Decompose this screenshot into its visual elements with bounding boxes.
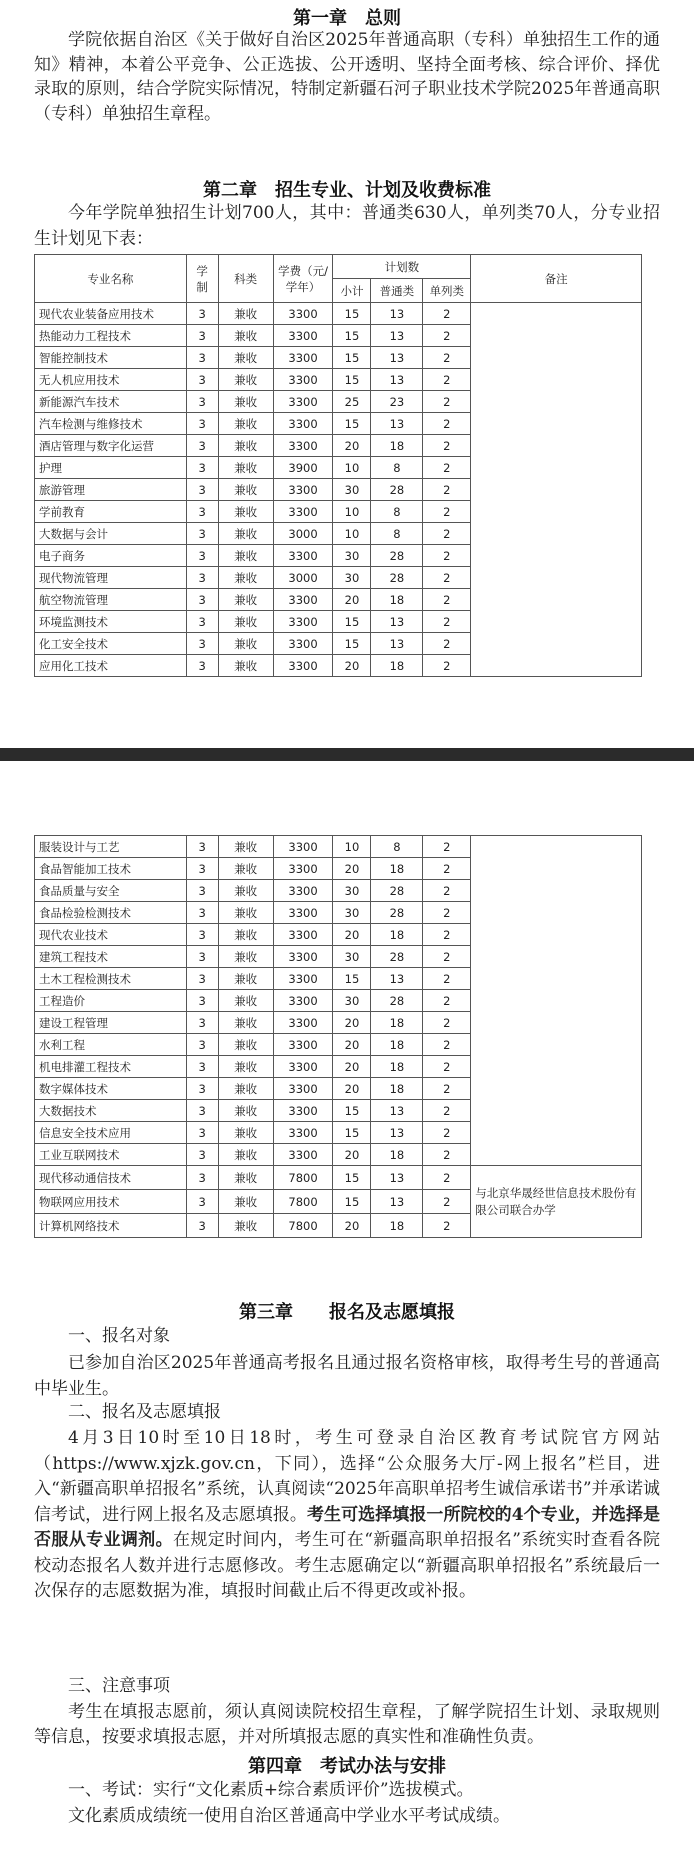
general-cell: 18 bbox=[371, 1144, 423, 1166]
category-cell: 兼收 bbox=[218, 523, 273, 545]
years-cell: 3 bbox=[186, 858, 218, 880]
separate-cell: 2 bbox=[423, 391, 471, 413]
subtotal-cell: 15 bbox=[333, 413, 371, 435]
general-cell: 23 bbox=[371, 391, 423, 413]
chapter2-title: 第二章 招生专业、计划及收费标准 bbox=[203, 180, 491, 201]
general-cell: 13 bbox=[371, 1100, 423, 1122]
subtotal-cell: 20 bbox=[333, 1078, 371, 1100]
major-name-cell: 水利工程 bbox=[35, 1034, 187, 1056]
subtotal-cell: 20 bbox=[333, 1214, 371, 1238]
years-cell: 3 bbox=[186, 990, 218, 1012]
separate-cell: 2 bbox=[423, 880, 471, 902]
major-name-cell: 土木工程检测技术 bbox=[35, 968, 187, 990]
fee-cell: 3300 bbox=[273, 413, 333, 435]
general-cell: 18 bbox=[371, 589, 423, 611]
major-name-cell: 新能源汽车技术 bbox=[35, 391, 187, 413]
years-cell: 3 bbox=[186, 1100, 218, 1122]
general-cell: 13 bbox=[371, 968, 423, 990]
subtotal-cell: 15 bbox=[333, 325, 371, 347]
years-cell: 3 bbox=[186, 1012, 218, 1034]
fee-cell: 3300 bbox=[273, 902, 333, 924]
years-cell: 3 bbox=[186, 1166, 218, 1190]
category-cell: 兼收 bbox=[218, 457, 273, 479]
subtotal-cell: 15 bbox=[333, 369, 371, 391]
category-cell: 兼收 bbox=[218, 1012, 273, 1034]
separate-cell: 2 bbox=[423, 655, 471, 677]
years-cell: 3 bbox=[186, 391, 218, 413]
general-cell: 13 bbox=[371, 611, 423, 633]
major-name-cell: 热能动力工程技术 bbox=[35, 325, 187, 347]
general-cell: 28 bbox=[371, 545, 423, 567]
general-cell: 18 bbox=[371, 1056, 423, 1078]
separate-cell: 2 bbox=[423, 858, 471, 880]
general-cell: 13 bbox=[371, 1166, 423, 1190]
years-cell: 3 bbox=[186, 435, 218, 457]
fee-cell: 3300 bbox=[273, 347, 333, 369]
years-cell: 3 bbox=[186, 347, 218, 369]
page-divider bbox=[0, 748, 694, 761]
general-cell: 18 bbox=[371, 1034, 423, 1056]
separate-cell: 2 bbox=[423, 1078, 471, 1100]
years-cell: 3 bbox=[186, 902, 218, 924]
general-cell: 18 bbox=[371, 1012, 423, 1034]
subtotal-cell: 20 bbox=[333, 655, 371, 677]
subtotal-cell: 15 bbox=[333, 1122, 371, 1144]
years-cell: 3 bbox=[186, 567, 218, 589]
subtotal-cell: 15 bbox=[333, 968, 371, 990]
fee-cell: 3300 bbox=[273, 369, 333, 391]
category-cell: 兼收 bbox=[218, 1122, 273, 1144]
fee-cell: 3300 bbox=[273, 545, 333, 567]
category-cell: 兼收 bbox=[218, 858, 273, 880]
general-cell: 18 bbox=[371, 924, 423, 946]
separate-cell: 2 bbox=[423, 545, 471, 567]
s3-title: 三、注意事项 bbox=[68, 1676, 170, 1696]
fee-cell: 3300 bbox=[273, 303, 333, 325]
years-cell: 3 bbox=[186, 611, 218, 633]
category-cell: 兼收 bbox=[218, 633, 273, 655]
subtotal-cell: 30 bbox=[333, 990, 371, 1012]
fee-cell: 3300 bbox=[273, 880, 333, 902]
table-body-part2 bbox=[35, 836, 642, 1238]
fee-cell: 3300 bbox=[273, 1122, 333, 1144]
separate-cell: 2 bbox=[423, 633, 471, 655]
general-cell: 18 bbox=[371, 655, 423, 677]
years-cell: 3 bbox=[186, 924, 218, 946]
category-cell: 兼收 bbox=[218, 479, 273, 501]
subtotal-cell: 10 bbox=[333, 457, 371, 479]
subtotal-cell: 30 bbox=[333, 567, 371, 589]
subtotal-cell: 15 bbox=[333, 303, 371, 325]
header-general: 普通类 bbox=[371, 279, 423, 303]
major-name-cell: 现代农业技术 bbox=[35, 924, 187, 946]
s2-title: 二、报名及志愿填报 bbox=[68, 1402, 221, 1422]
s2-body-bold: 考生可选择填报一所院校的4个专业，并选择是否服从专业调剂。 bbox=[34, 1504, 661, 1550]
subtotal-cell: 20 bbox=[333, 435, 371, 457]
general-cell: 28 bbox=[371, 479, 423, 501]
subtotal-cell: 15 bbox=[333, 347, 371, 369]
separate-cell: 2 bbox=[423, 611, 471, 633]
years-cell: 3 bbox=[186, 303, 218, 325]
general-cell: 13 bbox=[371, 325, 423, 347]
general-cell: 18 bbox=[371, 858, 423, 880]
subtotal-cell: 30 bbox=[333, 479, 371, 501]
subtotal-cell: 30 bbox=[333, 946, 371, 968]
chapter1-body: 学院依据自治区《关于做好自治区2025年普通高职（专科）单独招生工作的通知》精神，本着公平竞争、公正选拔、公开透明、坚持全面考核、综合评价、择优录取的原则，结合学院实际情况，特制定新疆石河子职业技术学院2025年普通高职（专科）单独招生章程。 bbox=[34, 30, 660, 124]
subtotal-cell: 30 bbox=[333, 880, 371, 902]
fee-cell: 3000 bbox=[273, 523, 333, 545]
subtotal-cell: 10 bbox=[333, 501, 371, 523]
subtotal-cell: 25 bbox=[333, 391, 371, 413]
subtotal-cell: 30 bbox=[333, 545, 371, 567]
major-name-cell: 服装设计与工艺 bbox=[35, 836, 187, 858]
separate-cell: 2 bbox=[423, 1144, 471, 1166]
fee-cell: 3300 bbox=[273, 858, 333, 880]
category-cell: 兼收 bbox=[218, 369, 273, 391]
years-cell: 3 bbox=[186, 946, 218, 968]
subtotal-cell: 15 bbox=[333, 1190, 371, 1214]
separate-cell: 2 bbox=[423, 567, 471, 589]
major-name-cell: 智能控制技术 bbox=[35, 347, 187, 369]
general-cell: 13 bbox=[371, 1122, 423, 1144]
years-cell: 3 bbox=[186, 968, 218, 990]
subtotal-cell: 15 bbox=[333, 633, 371, 655]
fee-cell: 3900 bbox=[273, 457, 333, 479]
years-cell: 3 bbox=[186, 836, 218, 858]
separate-cell: 2 bbox=[423, 1056, 471, 1078]
category-cell: 兼收 bbox=[218, 924, 273, 946]
separate-cell: 2 bbox=[423, 968, 471, 990]
category-cell: 兼收 bbox=[218, 391, 273, 413]
separate-cell: 2 bbox=[423, 990, 471, 1012]
fee-cell: 3300 bbox=[273, 1012, 333, 1034]
fee-cell: 7800 bbox=[273, 1166, 333, 1190]
separate-cell: 2 bbox=[423, 457, 471, 479]
fee-cell: 3300 bbox=[273, 1100, 333, 1122]
header-separate: 单列类 bbox=[423, 279, 471, 303]
major-name-cell: 环境监测技术 bbox=[35, 611, 187, 633]
years-cell: 3 bbox=[186, 413, 218, 435]
years-cell: 3 bbox=[186, 589, 218, 611]
major-name-cell: 工业互联网技术 bbox=[35, 1144, 187, 1166]
subtotal-cell: 10 bbox=[333, 836, 371, 858]
separate-cell: 2 bbox=[423, 1190, 471, 1214]
general-cell: 28 bbox=[371, 902, 423, 924]
category-cell: 兼收 bbox=[218, 589, 273, 611]
fee-cell: 3300 bbox=[273, 479, 333, 501]
s2-body bbox=[34, 1426, 660, 1605]
general-cell: 18 bbox=[371, 1078, 423, 1100]
major-name-cell: 食品智能加工技术 bbox=[35, 858, 187, 880]
fee-cell: 3300 bbox=[273, 990, 333, 1012]
major-name-cell: 物联网应用技术 bbox=[35, 1190, 187, 1214]
major-name-cell: 学前教育 bbox=[35, 501, 187, 523]
separate-cell: 2 bbox=[423, 902, 471, 924]
separate-cell: 2 bbox=[423, 1122, 471, 1144]
category-cell: 兼收 bbox=[218, 1166, 273, 1190]
category-cell: 兼收 bbox=[218, 946, 273, 968]
category-cell: 兼收 bbox=[218, 836, 273, 858]
header-name: 专业名称 bbox=[35, 255, 187, 303]
category-cell: 兼收 bbox=[218, 303, 273, 325]
general-cell: 8 bbox=[371, 457, 423, 479]
general-cell: 13 bbox=[371, 303, 423, 325]
fee-cell: 3300 bbox=[273, 325, 333, 347]
chapter4-title: 第四章 考试办法与安排 bbox=[248, 1756, 446, 1777]
separate-cell: 2 bbox=[423, 413, 471, 435]
fee-cell: 3300 bbox=[273, 924, 333, 946]
fee-cell: 3300 bbox=[273, 435, 333, 457]
years-cell: 3 bbox=[186, 479, 218, 501]
major-name-cell: 化工安全技术 bbox=[35, 633, 187, 655]
header-subtotal: 小计 bbox=[333, 279, 371, 303]
fee-cell: 3300 bbox=[273, 1034, 333, 1056]
category-cell: 兼收 bbox=[218, 611, 273, 633]
major-name-cell: 食品检验检测技术 bbox=[35, 902, 187, 924]
subtotal-cell: 15 bbox=[333, 611, 371, 633]
major-name-cell: 酒店管理与数字化运营 bbox=[35, 435, 187, 457]
major-name-cell: 现代农业装备应用技术 bbox=[35, 303, 187, 325]
years-cell: 3 bbox=[186, 655, 218, 677]
major-name-cell: 旅游管理 bbox=[35, 479, 187, 501]
general-cell: 28 bbox=[371, 990, 423, 1012]
separate-cell: 2 bbox=[423, 1100, 471, 1122]
fee-cell: 3000 bbox=[273, 567, 333, 589]
years-cell: 3 bbox=[186, 1078, 218, 1100]
chapter4-s2: 文化素质成绩统一使用自治区普通高中学业水平考试成绩。 bbox=[68, 1806, 510, 1826]
general-cell: 28 bbox=[371, 567, 423, 589]
chapter1-title: 第一章 总则 bbox=[293, 8, 401, 29]
major-name-cell: 数字媒体技术 bbox=[35, 1078, 187, 1100]
separate-cell: 2 bbox=[423, 325, 471, 347]
separate-cell: 2 bbox=[423, 303, 471, 325]
subtotal-cell: 20 bbox=[333, 589, 371, 611]
category-cell: 兼收 bbox=[218, 567, 273, 589]
category-cell: 兼收 bbox=[218, 1190, 273, 1214]
years-cell: 3 bbox=[186, 325, 218, 347]
table-body-part1 bbox=[35, 303, 642, 677]
s3-body: 考生在填报志愿前，须认真阅读院校招生章程，了解学院招生计划、录取规则等信息，按要求填报志愿，并对所填报志愿的真实性和准确性负责。 bbox=[34, 1702, 660, 1747]
major-name-cell: 大数据与会计 bbox=[35, 523, 187, 545]
general-cell: 8 bbox=[371, 501, 423, 523]
subtotal-cell: 20 bbox=[333, 924, 371, 946]
s1-body: 已参加自治区2025年普通高考报名且通过报名资格审核，取得考生号的普通高中毕业生。 bbox=[34, 1353, 660, 1399]
separate-cell: 2 bbox=[423, 1214, 471, 1238]
category-cell: 兼收 bbox=[218, 501, 273, 523]
fee-cell: 7800 bbox=[273, 1214, 333, 1238]
general-cell: 13 bbox=[371, 1190, 423, 1214]
header-plan: 计划数 bbox=[333, 255, 471, 279]
major-name-cell: 应用化工技术 bbox=[35, 655, 187, 677]
category-cell: 兼收 bbox=[218, 968, 273, 990]
general-cell: 8 bbox=[371, 523, 423, 545]
separate-cell: 2 bbox=[423, 523, 471, 545]
category-cell: 兼收 bbox=[218, 655, 273, 677]
category-cell: 兼收 bbox=[218, 1078, 273, 1100]
years-cell: 3 bbox=[186, 1144, 218, 1166]
major-name-cell: 航空物流管理 bbox=[35, 589, 187, 611]
chapter2-body: 今年学院单独招生计划700人，其中：普通类630人，单列类70人，分专业招生计划见下表： bbox=[34, 203, 660, 249]
table-row bbox=[35, 836, 642, 858]
years-cell: 3 bbox=[186, 369, 218, 391]
s2-body-b: 在规定时间内，考生可在“新疆高职单招报名”系统实时查看各院校动态报名人数并进行志愿修改。考生志愿确定以“新疆高职单招报名”系统最后一次保存的志愿数据为准，填报时间截止后不得更改或补报。 bbox=[34, 1530, 660, 1601]
subtotal-cell: 15 bbox=[333, 1166, 371, 1190]
subtotal-cell: 20 bbox=[333, 1034, 371, 1056]
separate-cell: 2 bbox=[423, 347, 471, 369]
fee-cell: 3300 bbox=[273, 1056, 333, 1078]
separate-cell: 2 bbox=[423, 836, 471, 858]
separate-cell: 2 bbox=[423, 1034, 471, 1056]
general-cell: 8 bbox=[371, 836, 423, 858]
separate-cell: 2 bbox=[423, 479, 471, 501]
fee-cell: 3300 bbox=[273, 968, 333, 990]
separate-cell: 2 bbox=[423, 946, 471, 968]
enrollment-table-part2 bbox=[34, 835, 642, 1238]
category-cell: 兼收 bbox=[218, 1056, 273, 1078]
fee-cell: 7800 bbox=[273, 1190, 333, 1214]
general-cell: 18 bbox=[371, 1214, 423, 1238]
general-cell: 13 bbox=[371, 413, 423, 435]
years-cell: 3 bbox=[186, 545, 218, 567]
separate-cell: 2 bbox=[423, 1012, 471, 1034]
subtotal-cell: 20 bbox=[333, 1144, 371, 1166]
category-cell: 兼收 bbox=[218, 1100, 273, 1122]
major-name-cell: 现代物流管理 bbox=[35, 567, 187, 589]
years-cell: 3 bbox=[186, 501, 218, 523]
years-cell: 3 bbox=[186, 457, 218, 479]
subtotal-cell: 20 bbox=[333, 1012, 371, 1034]
major-name-cell: 食品质量与安全 bbox=[35, 880, 187, 902]
years-cell: 3 bbox=[186, 1056, 218, 1078]
subtotal-cell: 30 bbox=[333, 902, 371, 924]
category-cell: 兼收 bbox=[218, 1144, 273, 1166]
fee-cell: 3300 bbox=[273, 589, 333, 611]
fee-cell: 3300 bbox=[273, 1078, 333, 1100]
s1-title: 一、报名对象 bbox=[68, 1326, 170, 1346]
fee-cell: 3300 bbox=[273, 391, 333, 413]
header-note: 备注 bbox=[471, 255, 642, 303]
subtotal-cell: 20 bbox=[333, 858, 371, 880]
years-cell: 3 bbox=[186, 633, 218, 655]
fee-cell: 3300 bbox=[273, 1144, 333, 1166]
major-name-cell: 计算机网络技术 bbox=[35, 1214, 187, 1238]
years-cell: 3 bbox=[186, 1214, 218, 1238]
chapter3-title: 第三章 报名及志愿填报 bbox=[239, 1302, 455, 1323]
major-name-cell: 汽车检测与维修技术 bbox=[35, 413, 187, 435]
category-cell: 兼收 bbox=[218, 1034, 273, 1056]
major-name-cell: 建筑工程技术 bbox=[35, 946, 187, 968]
separate-cell: 2 bbox=[423, 924, 471, 946]
years-cell: 3 bbox=[186, 1190, 218, 1214]
category-cell: 兼收 bbox=[218, 545, 273, 567]
table-row bbox=[35, 303, 642, 325]
category-cell: 兼收 bbox=[218, 1214, 273, 1238]
fee-cell: 3300 bbox=[273, 501, 333, 523]
years-cell: 3 bbox=[186, 523, 218, 545]
years-cell: 3 bbox=[186, 1034, 218, 1056]
subtotal-cell: 10 bbox=[333, 523, 371, 545]
separate-cell: 2 bbox=[423, 369, 471, 391]
years-cell: 3 bbox=[186, 880, 218, 902]
category-cell: 兼收 bbox=[218, 347, 273, 369]
s2-body-a: 4月3日10时至10日18时，考生可登录自治区教育考试院官方网站（https://www.xjzk.gov.cn，下同），选择“公众服务大厅-网上报名”栏目，进入“新疆高职单招报名”系统，认真阅读“2025年高职单招考生诚信承诺书”并承诺诚信考试，进行网上报名及志愿填报。 bbox=[34, 1428, 660, 1525]
major-name-cell: 机电排灌工程技术 bbox=[35, 1056, 187, 1078]
general-cell: 18 bbox=[371, 435, 423, 457]
header-fee: 学费（元/学年） bbox=[273, 255, 333, 303]
major-name-cell: 工程造价 bbox=[35, 990, 187, 1012]
general-cell: 13 bbox=[371, 369, 423, 391]
general-cell: 28 bbox=[371, 946, 423, 968]
major-name-cell: 无人机应用技术 bbox=[35, 369, 187, 391]
header-category: 科类 bbox=[218, 255, 273, 303]
category-cell: 兼收 bbox=[218, 902, 273, 924]
category-cell: 兼收 bbox=[218, 435, 273, 457]
general-cell: 13 bbox=[371, 347, 423, 369]
chapter4-s1: 一、考试：实行“文化素质+综合素质评价”选拔模式。 bbox=[68, 1780, 474, 1800]
major-name-cell: 大数据技术 bbox=[35, 1100, 187, 1122]
separate-cell: 2 bbox=[423, 1166, 471, 1190]
category-cell: 兼收 bbox=[218, 880, 273, 902]
note-cell-empty bbox=[471, 303, 642, 677]
major-name-cell: 建设工程管理 bbox=[35, 1012, 187, 1034]
fee-cell: 3300 bbox=[273, 655, 333, 677]
category-cell: 兼收 bbox=[218, 990, 273, 1012]
joint-program-note: 与北京华晟经世信息技术股份有限公司联合办学 bbox=[471, 1166, 642, 1238]
major-name-cell: 护理 bbox=[35, 457, 187, 479]
category-cell: 兼收 bbox=[218, 413, 273, 435]
fee-cell: 3300 bbox=[273, 633, 333, 655]
header-years: 学制 bbox=[186, 255, 218, 303]
note-cell-empty bbox=[471, 836, 642, 1166]
separate-cell: 2 bbox=[423, 435, 471, 457]
fee-cell: 3300 bbox=[273, 836, 333, 858]
subtotal-cell: 15 bbox=[333, 1100, 371, 1122]
major-name-cell: 现代移动通信技术 bbox=[35, 1166, 187, 1190]
years-cell: 3 bbox=[186, 1122, 218, 1144]
major-name-cell: 电子商务 bbox=[35, 545, 187, 567]
fee-cell: 3300 bbox=[273, 611, 333, 633]
table-row bbox=[35, 1166, 642, 1190]
general-cell: 28 bbox=[371, 880, 423, 902]
major-name-cell: 信息安全技术应用 bbox=[35, 1122, 187, 1144]
enrollment-table-part1 bbox=[34, 254, 642, 677]
separate-cell: 2 bbox=[423, 589, 471, 611]
subtotal-cell: 20 bbox=[333, 1056, 371, 1078]
general-cell: 13 bbox=[371, 633, 423, 655]
category-cell: 兼收 bbox=[218, 325, 273, 347]
separate-cell: 2 bbox=[423, 501, 471, 523]
fee-cell: 3300 bbox=[273, 946, 333, 968]
